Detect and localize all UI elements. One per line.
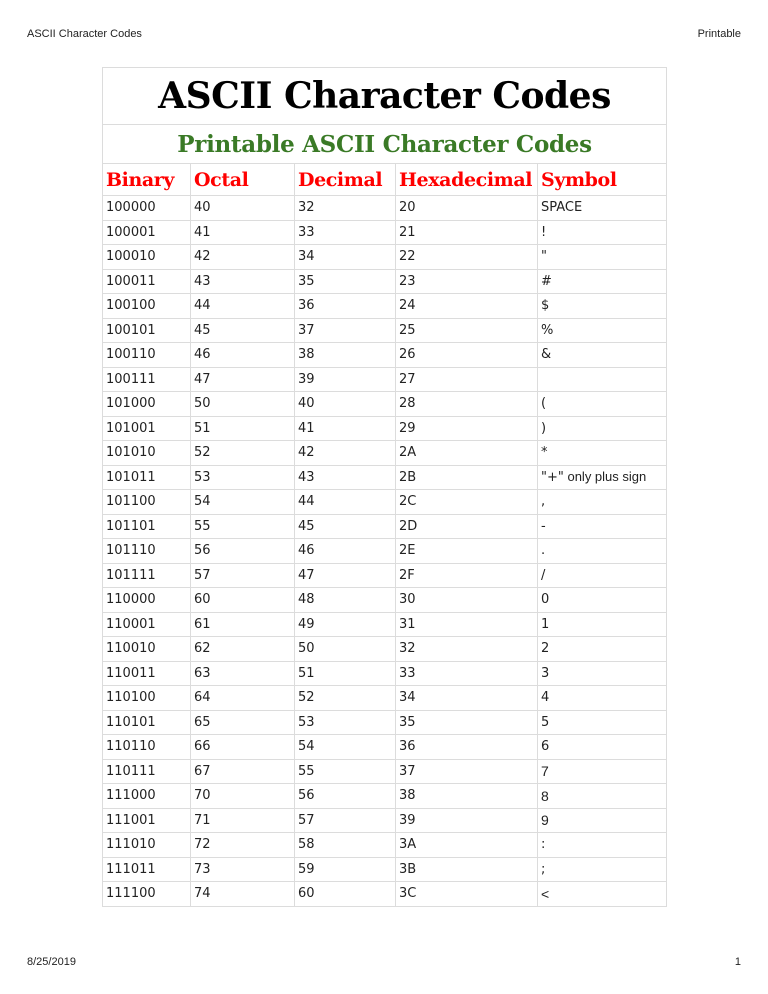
- cell-hex: 2B: [396, 465, 538, 490]
- cell-octal: 74: [191, 882, 295, 907]
- cell-symbol: *: [538, 441, 667, 466]
- cell-decimal: 32: [295, 196, 396, 221]
- footer-page-number: 1: [734, 956, 741, 968]
- cell-octal: 63: [191, 661, 295, 686]
- cell-hex: 24: [396, 294, 538, 319]
- column-header-row: [103, 164, 667, 196]
- cell-octal: 67: [191, 759, 295, 784]
- cell-binary: 101101: [103, 514, 191, 539]
- cell-octal: 57: [191, 563, 295, 588]
- cell-symbol: ;: [538, 857, 667, 882]
- cell-octal: 53: [191, 465, 295, 490]
- cell-hex: 2F: [396, 563, 538, 588]
- cell-symbol: [538, 465, 667, 490]
- column-header-decimal: Decimal: [295, 164, 396, 196]
- cell-octal: 64: [191, 686, 295, 711]
- table-row: [103, 759, 667, 784]
- cell-binary: 100110: [103, 343, 191, 368]
- table-row: [103, 735, 667, 760]
- cell-octal: 42: [191, 245, 295, 270]
- footer-date: 8/25/2019: [27, 956, 76, 968]
- cell-hex: 33: [396, 661, 538, 686]
- cell-decimal: 49: [295, 612, 396, 637]
- cell-binary: 100010: [103, 245, 191, 270]
- cell-symbol: 6: [538, 735, 667, 760]
- cell-hex: 2C: [396, 490, 538, 515]
- cell-symbol: 8: [538, 784, 667, 809]
- cell-binary: 110110: [103, 735, 191, 760]
- table-row: [103, 710, 667, 735]
- cell-symbol: $: [538, 294, 667, 319]
- table-row: [103, 857, 667, 882]
- cell-symbol: 7: [538, 759, 667, 784]
- cell-binary: 100001: [103, 220, 191, 245]
- page-footer: [27, 956, 741, 968]
- cell-binary: 110101: [103, 710, 191, 735]
- cell-decimal: 45: [295, 514, 396, 539]
- cell-hex: 28: [396, 392, 538, 417]
- cell-hex: 3B: [396, 857, 538, 882]
- cell-decimal: 35: [295, 269, 396, 294]
- cell-binary: 110000: [103, 588, 191, 613]
- cell-symbol: SPACE: [538, 196, 667, 221]
- cell-symbol: #: [538, 269, 667, 294]
- cell-binary: 100000: [103, 196, 191, 221]
- subtitle-row: [103, 125, 667, 164]
- cell-symbol: :: [538, 833, 667, 858]
- cell-octal: 55: [191, 514, 295, 539]
- column-header-binary: Binary: [103, 164, 191, 196]
- cell-hex: 2A: [396, 441, 538, 466]
- cell-decimal: 43: [295, 465, 396, 490]
- cell-binary: 111000: [103, 784, 191, 809]
- cell-symbol: !: [538, 220, 667, 245]
- cell-hex: 2D: [396, 514, 538, 539]
- table-row: [103, 686, 667, 711]
- table-row: [103, 196, 667, 221]
- table-row: [103, 612, 667, 637]
- cell-hex: 20: [396, 196, 538, 221]
- cell-binary: 110111: [103, 759, 191, 784]
- page-header: [27, 28, 741, 40]
- cell-octal: 66: [191, 735, 295, 760]
- cell-decimal: 53: [295, 710, 396, 735]
- cell-hex: 3C: [396, 882, 538, 907]
- table-row: [103, 588, 667, 613]
- cell-symbol: ): [538, 416, 667, 441]
- cell-hex: 36: [396, 735, 538, 760]
- cell-octal: 43: [191, 269, 295, 294]
- cell-hex: 39: [396, 808, 538, 833]
- cell-symbol: ,: [538, 490, 667, 515]
- cell-decimal: 33: [295, 220, 396, 245]
- cell-octal: 73: [191, 857, 295, 882]
- cell-octal: 44: [191, 294, 295, 319]
- cell-binary: 101011: [103, 465, 191, 490]
- cell-hex: 3A: [396, 833, 538, 858]
- cell-symbol: ": [538, 245, 667, 270]
- cell-decimal: 42: [295, 441, 396, 466]
- cell-binary: 110001: [103, 612, 191, 637]
- cell-octal: 54: [191, 490, 295, 515]
- cell-decimal: 59: [295, 857, 396, 882]
- table-row: [103, 269, 667, 294]
- table-row: [103, 833, 667, 858]
- cell-decimal: 48: [295, 588, 396, 613]
- cell-decimal: 57: [295, 808, 396, 833]
- cell-hex: 30: [396, 588, 538, 613]
- symbol-value: "+": [541, 470, 564, 486]
- cell-octal: 40: [191, 196, 295, 221]
- cell-binary: 100111: [103, 367, 191, 392]
- cell-symbol: %: [538, 318, 667, 343]
- table-row: [103, 416, 667, 441]
- cell-octal: 47: [191, 367, 295, 392]
- table-row: [103, 490, 667, 515]
- title-row: [103, 68, 667, 125]
- cell-binary: 100100: [103, 294, 191, 319]
- cell-symbol: [538, 367, 667, 392]
- cell-decimal: 55: [295, 759, 396, 784]
- cell-binary: 101010: [103, 441, 191, 466]
- cell-hex: 35: [396, 710, 538, 735]
- cell-decimal: 44: [295, 490, 396, 515]
- cell-binary: 111100: [103, 882, 191, 907]
- cell-symbol: .: [538, 539, 667, 564]
- cell-octal: 62: [191, 637, 295, 662]
- cell-decimal: 51: [295, 661, 396, 686]
- cell-hex: 38: [396, 784, 538, 809]
- cell-binary: 111010: [103, 833, 191, 858]
- cell-octal: 41: [191, 220, 295, 245]
- table-subtitle: Printable ASCII Character Codes: [103, 125, 667, 164]
- cell-binary: 110100: [103, 686, 191, 711]
- cell-decimal: 58: [295, 833, 396, 858]
- cell-hex: 23: [396, 269, 538, 294]
- cell-decimal: 46: [295, 539, 396, 564]
- table-row: [103, 294, 667, 319]
- cell-octal: 65: [191, 710, 295, 735]
- table-row: [103, 637, 667, 662]
- cell-decimal: 39: [295, 367, 396, 392]
- table-row: [103, 367, 667, 392]
- cell-octal: 71: [191, 808, 295, 833]
- cell-octal: 46: [191, 343, 295, 368]
- cell-hex: 37: [396, 759, 538, 784]
- table-row: [103, 808, 667, 833]
- cell-octal: 61: [191, 612, 295, 637]
- table-row: [103, 539, 667, 564]
- table-row: [103, 343, 667, 368]
- cell-octal: 70: [191, 784, 295, 809]
- cell-binary: 100011: [103, 269, 191, 294]
- cell-symbol: 4: [538, 686, 667, 711]
- cell-symbol: <: [538, 882, 667, 907]
- column-header-symbol: Symbol: [538, 164, 667, 196]
- cell-octal: 51: [191, 416, 295, 441]
- cell-decimal: 54: [295, 735, 396, 760]
- cell-hex: 31: [396, 612, 538, 637]
- table-row: [103, 465, 667, 490]
- cell-symbol: (: [538, 392, 667, 417]
- cell-symbol: -: [538, 514, 667, 539]
- cell-hex: 2E: [396, 539, 538, 564]
- cell-binary: 110010: [103, 637, 191, 662]
- cell-decimal: 56: [295, 784, 396, 809]
- cell-hex: 34: [396, 686, 538, 711]
- cell-binary: 101001: [103, 416, 191, 441]
- cell-decimal: 52: [295, 686, 396, 711]
- table-body: [103, 196, 667, 907]
- cell-octal: 56: [191, 539, 295, 564]
- cell-symbol: &: [538, 343, 667, 368]
- cell-hex: 21: [396, 220, 538, 245]
- cell-hex: 27: [396, 367, 538, 392]
- table-row: [103, 392, 667, 417]
- cell-decimal: 36: [295, 294, 396, 319]
- table-row: [103, 514, 667, 539]
- cell-decimal: 34: [295, 245, 396, 270]
- cell-binary: 101111: [103, 563, 191, 588]
- column-header-hexadecimal: Hexadecimal: [396, 164, 538, 196]
- cell-octal: 45: [191, 318, 295, 343]
- table-row: [103, 661, 667, 686]
- cell-binary: 101100: [103, 490, 191, 515]
- cell-decimal: 40: [295, 392, 396, 417]
- page-header-title: ASCII Character Codes: [27, 28, 142, 40]
- cell-hex: 29: [396, 416, 538, 441]
- table-row: [103, 563, 667, 588]
- ascii-table: [102, 67, 667, 907]
- cell-symbol: 9: [538, 808, 667, 833]
- cell-binary: 110011: [103, 661, 191, 686]
- symbol-note: only plus sign: [563, 469, 647, 485]
- cell-binary: 111011: [103, 857, 191, 882]
- column-header-octal: Octal: [191, 164, 295, 196]
- table-row: [103, 784, 667, 809]
- cell-hex: 26: [396, 343, 538, 368]
- cell-symbol: 5: [538, 710, 667, 735]
- cell-binary: 101110: [103, 539, 191, 564]
- table-row: [103, 441, 667, 466]
- table-row: [103, 245, 667, 270]
- cell-octal: 60: [191, 588, 295, 613]
- cell-symbol: 2: [538, 637, 667, 662]
- table-row: [103, 882, 667, 907]
- cell-hex: 25: [396, 318, 538, 343]
- cell-binary: 111001: [103, 808, 191, 833]
- cell-octal: 50: [191, 392, 295, 417]
- cell-hex: 32: [396, 637, 538, 662]
- cell-symbol: 0: [538, 588, 667, 613]
- cell-decimal: 47: [295, 563, 396, 588]
- cell-decimal: 37: [295, 318, 396, 343]
- table-title: ASCII Character Codes: [103, 68, 667, 125]
- cell-binary: 101000: [103, 392, 191, 417]
- cell-symbol: /: [538, 563, 667, 588]
- page-header-label: Printable: [697, 28, 741, 40]
- cell-decimal: 41: [295, 416, 396, 441]
- table-row: [103, 318, 667, 343]
- cell-symbol: 1: [538, 612, 667, 637]
- cell-hex: 22: [396, 245, 538, 270]
- cell-octal: 52: [191, 441, 295, 466]
- cell-decimal: 60: [295, 882, 396, 907]
- cell-decimal: 38: [295, 343, 396, 368]
- cell-decimal: 50: [295, 637, 396, 662]
- table-row: [103, 220, 667, 245]
- cell-binary: 100101: [103, 318, 191, 343]
- cell-octal: 72: [191, 833, 295, 858]
- cell-symbol: 3: [538, 661, 667, 686]
